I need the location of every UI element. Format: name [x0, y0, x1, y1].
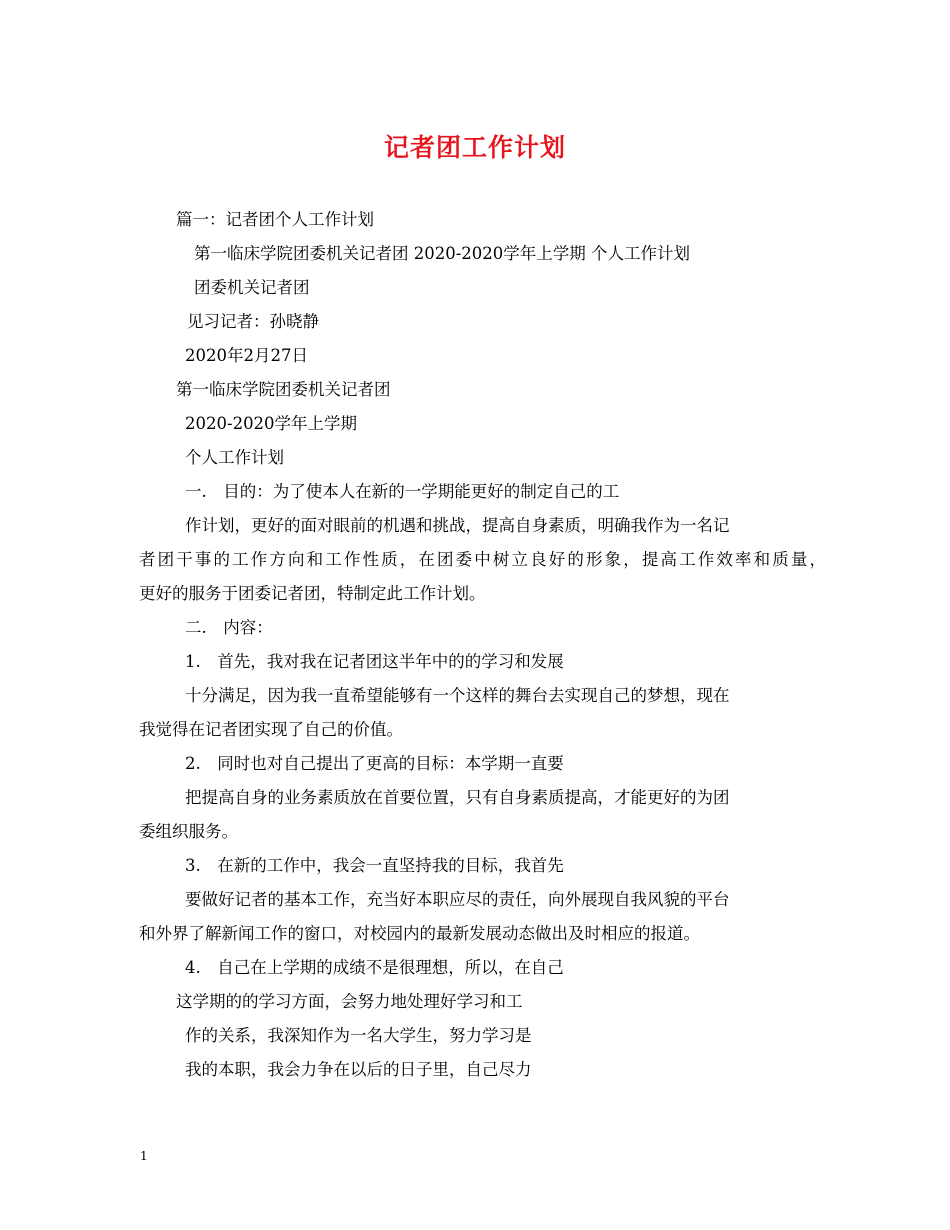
- text-line: 把提高自身的业务素质放在首要位置，只有自身素质提高，才能更好的为团: [185, 788, 730, 807]
- text-line: 3. 在新的工作中，我会一直坚持我的目标，我首先: [185, 856, 564, 875]
- text-line: 要做好记者的基本工作，充当好本职应尽的责任，向外展现自我风貌的平台: [185, 890, 730, 909]
- text-line: 这学期的的学习方面，会努力地处理好学习和工: [176, 992, 523, 1011]
- text-line: 第一临床学院团委机关记者团: [176, 380, 391, 399]
- text-line: 4. 自己在上学期的成绩不是很理想，所以，在自己: [185, 958, 564, 977]
- text-line: 个人工作计划: [185, 448, 284, 467]
- text-line: 我觉得在记者团实现了自己的价值。: [139, 720, 403, 739]
- page-number: 1: [140, 1149, 148, 1163]
- text-line: 作计划，更好的面对眼前的机遇和挑战，提高自身素质，明确我作为一名记: [185, 516, 730, 535]
- text-line: 第一临床学院团委机关记者团 2020-2020学年上学期 个人工作计划: [194, 244, 691, 263]
- text-line: 我的本职，我会力争在以后的日子里，自己尽力: [185, 1060, 532, 1079]
- text-line: 者团干事的工作方向和工作性质，在团委中树立良好的形象，提高工作效率和质量，: [139, 550, 826, 569]
- document-title: 记者团工作计划: [383, 133, 566, 162]
- text-line: 委组织服务。: [139, 822, 238, 841]
- text-line: 见习记者：孙晓静: [187, 312, 319, 331]
- text-line: 团委机关记者团: [194, 278, 310, 297]
- text-line: 二. 内容：: [185, 618, 273, 637]
- text-line: 和外界了解新闻工作的窗口，对校园内的最新发展动态做出及时相应的报道。: [139, 924, 700, 943]
- text-line: 1. 首先，我对我在记者团这半年中的的学习和发展: [185, 652, 564, 671]
- text-line: 作的关系，我深知作为一名大学生，努力学习是: [185, 1026, 532, 1045]
- text-line: 2020年2月27日: [185, 346, 308, 365]
- text-line: 十分满足，因为我一直希望能够有一个这样的舞台去实现自己的梦想，现在: [185, 686, 730, 705]
- text-line: 更好的服务于团委记者团，特制定此工作计划。: [139, 584, 486, 603]
- text-line: 篇一：记者团个人工作计划: [176, 210, 374, 229]
- text-line: 2. 同时也对自己提出了更高的目标：本学期一直要: [185, 754, 564, 773]
- text-line: 2020-2020学年上学期: [185, 414, 358, 433]
- text-line: 一. 目的：为了使本人在新的一学期能更好的制定自己的工: [185, 482, 620, 501]
